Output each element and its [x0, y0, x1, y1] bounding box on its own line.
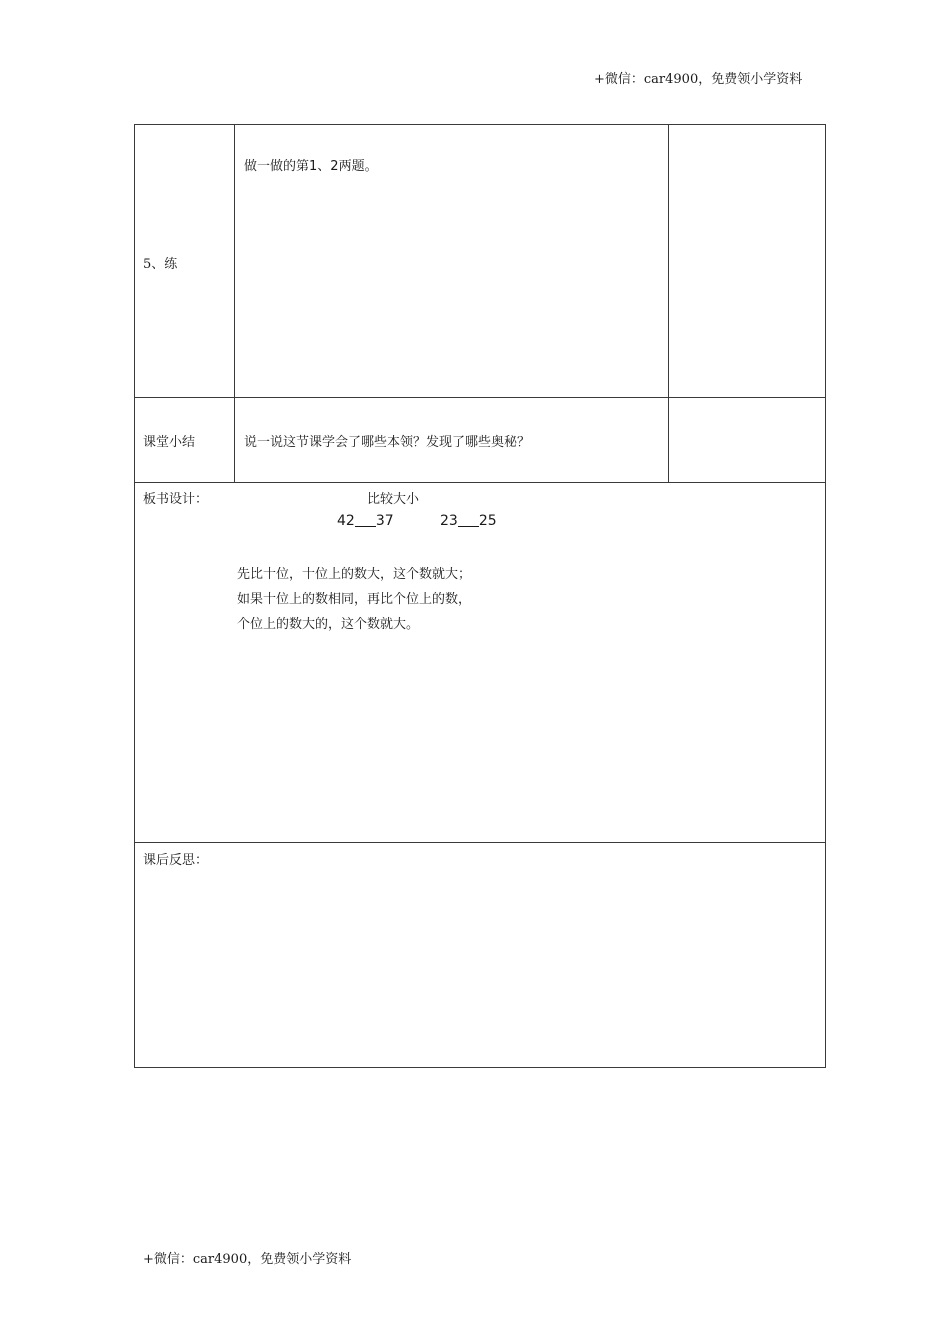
rule-line-1: 先比十位，十位上的数大，这个数就大； [237, 567, 472, 582]
board-design-label: 板书设计： [143, 492, 209, 507]
compare-number: 37 [375, 513, 394, 529]
table-border-top [134, 124, 826, 125]
practice-label: 5、练 [143, 257, 178, 272]
compare-expression-1 [337, 513, 394, 529]
summary-content: 说一说这节课学会了哪些本领？发现了哪些奥秘？ [244, 435, 531, 450]
column-divider [234, 124, 235, 483]
compare-number: 23 [440, 513, 458, 529]
practice-content-numbers: 1、2 [309, 159, 339, 174]
row-divider [134, 842, 826, 843]
compare-expression-2 [440, 513, 497, 529]
column-divider [668, 124, 669, 483]
compare-number: 42 [337, 513, 355, 529]
reflection-label: 课后反思： [143, 853, 209, 868]
board-design-title: 比较大小 [367, 492, 420, 507]
practice-content [244, 155, 378, 174]
header-watermark: +微信：car4900，免费领小学资料 [594, 72, 803, 87]
practice-content-text: 做一做的第 [244, 159, 310, 174]
practice-content-text: 两题。 [338, 159, 378, 174]
lesson-table [134, 124, 826, 1068]
summary-label: 课堂小结 [143, 435, 196, 450]
rule-line-3: 个位上的数大的，这个数就大。 [237, 617, 420, 632]
row-divider [134, 397, 826, 398]
table-border-left [134, 124, 135, 1068]
row-divider [134, 482, 826, 483]
rule-line-2: 如果十位上的数相同，再比个位上的数， [237, 592, 472, 607]
compare-number: 25 [478, 513, 497, 529]
table-border-bottom [134, 1067, 826, 1068]
footer-watermark: +微信：car4900，免费领小学资料 [143, 1252, 352, 1267]
answer-blank [355, 513, 376, 527]
table-border-right [825, 124, 826, 1068]
answer-blank [458, 513, 479, 527]
